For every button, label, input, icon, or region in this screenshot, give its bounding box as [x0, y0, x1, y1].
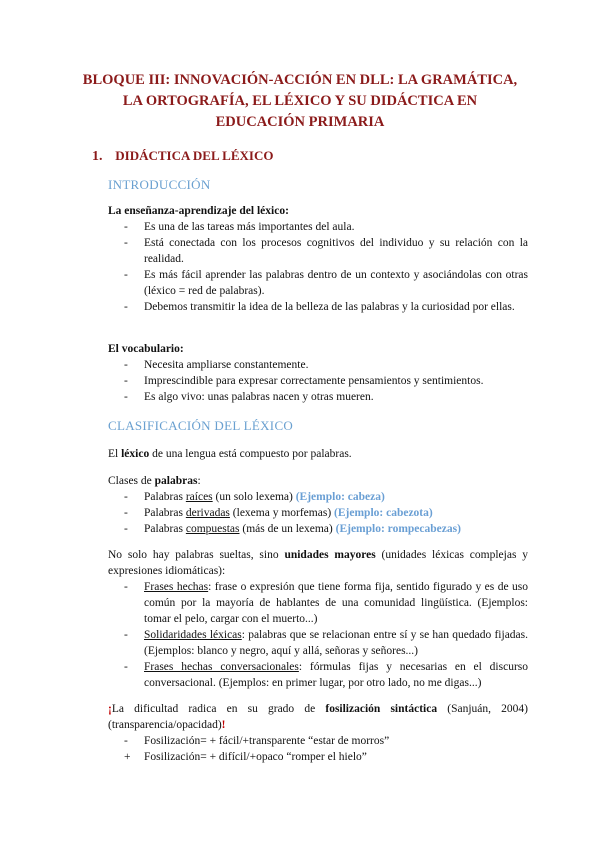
list-item: - Imprescindible para expresar correctamente pensamientos y sentimientos.: [124, 375, 484, 387]
example-text: (Ejemplo: cabeza): [295, 491, 385, 503]
example-text: (Ejemplo: rompecabezas): [335, 523, 461, 535]
list-item: - Es una de las tareas más importantes del aula.: [124, 221, 355, 233]
list-item: - Necesita ampliarse constantemente.: [124, 359, 309, 371]
list-item: - Está conectada con los procesos cognitivos del individuo y su relación con la realidad.: [124, 237, 528, 265]
title-line-1: BLOQUE III: INNOVACIÓN-ACCIÓN EN DLL: LA GRAMÁTICA,: [82, 72, 518, 88]
list-item: - Es más fácil aprender las palabras dentro de un contexto y asociándolas con otras (léxico = red de palabras).: [124, 269, 528, 297]
paragraph-unidades: No solo hay palabras sueltas, sino unidades mayores (unidades léxicas complejas y expresiones idiomáticas):: [108, 549, 528, 577]
section-title: DIDÁCTICA DEL LÉXICO: [115, 148, 274, 163]
list-palabras: [108, 489, 528, 537]
list-ensenanza: [108, 219, 528, 315]
list-item: + Fosilización= + difícil/+opaco “romper el hielo”: [124, 751, 367, 763]
title-line-3: EDUCACIÓN PRIMARIA: [215, 114, 385, 130]
section-heading: [92, 147, 273, 166]
list-item: - Frases hechas: frase o expresión que tiene forma fija, sentido figurado y es de uso común por la mayoría de hablantes de una comunidad lingüística. (Ejemplos: tomar el pelo, cargar con el muerto...): [124, 581, 528, 625]
list-item: - Es algo vivo: unas palabras nacen y otras mueren.: [124, 391, 374, 403]
list-fosilizacion: [108, 733, 528, 765]
list-item: - Solidaridades léxicas: palabras que se relacionan entre sí y se han quedado fijadas. (Ejemplos: blanco y negro, aquí y allá, señoras y señores...): [124, 629, 528, 657]
example-text: (Ejemplo: cabezota): [334, 507, 433, 519]
list-item: - Fosilización= + fácil/+transparente “estar de morros”: [124, 735, 390, 747]
list-unidades: [108, 579, 528, 691]
list-item: - Palabras derivadas (lexema y morfemas) (Ejemplo: cabezota): [124, 507, 433, 519]
list-item: - Debemos transmitir la idea de la belleza de las palabras y la curiosidad por ellas.: [124, 301, 515, 313]
label-ensenanza: La enseñanza-aprendizaje del léxico:: [108, 205, 289, 217]
list-item: - Frases hechas conversacionales: fórmulas fijas y necesarias en el discurso conversacional. (Ejemplos: en primer lugar, por otro lado, no me digas...): [124, 661, 529, 689]
paragraph-dificultad: ¡La dificultad radica en su grado de fosilización sintáctica (Sanjuán, 2004) (transparencia/opacidad)!: [108, 703, 528, 731]
title-line-2: LA ORTOGRAFÍA, EL LÉXICO Y SU DIDÁCTICA EN: [122, 93, 478, 109]
section-number: 1.: [92, 149, 103, 164]
subheading-introduccion: INTRODUCCIÓN: [108, 177, 211, 192]
list-vocabulario: [108, 357, 528, 405]
subheading-clasificacion: CLASIFICACIÓN DEL LÉXICO: [108, 418, 294, 433]
list-item: - Palabras raíces (un solo lexema) (Ejemplo: cabeza): [124, 491, 385, 503]
document-title: [60, 70, 540, 133]
paragraph-lexico: El léxico de una lengua está compuesto por palabras.: [108, 448, 352, 460]
paragraph-clases: Clases de palabras:: [108, 475, 201, 487]
list-item: - Palabras compuestas (más de un lexema) (Ejemplo: rompecabezas): [124, 523, 461, 535]
label-vocabulario: El vocabulario:: [108, 343, 184, 355]
